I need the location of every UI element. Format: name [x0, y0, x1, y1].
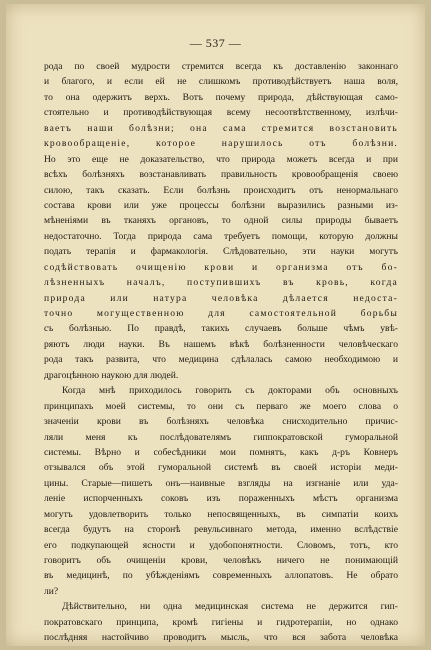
- text-line: рода такъ развита, что медицина сдѣлалась самою необходимою и: [44, 354, 398, 366]
- text-line: отзывался объ этой гуморальной системѣ въ своей исторіи меди-: [44, 462, 398, 474]
- text-line: ли?: [44, 585, 59, 597]
- text-line: его подкупающей ясности и удобопонятности. Словомъ, тотъ, кто: [44, 539, 398, 551]
- text-line: состава крови или уже процессы болѣзни выразились разными из-: [44, 199, 398, 211]
- text-line: всѣхъ болѣзняхъ возстанавливать правильность кровообращенія своею: [44, 169, 398, 181]
- page-number: — 537 —: [189, 36, 242, 50]
- text-line: то она одержитъ верхъ. Вотъ почему природа, дѣйствующая само-: [44, 91, 398, 103]
- text-line: Дѣйствительно, ни одна медицинская система не держится гип-: [62, 601, 398, 613]
- text-line: силою, такъ сказать. Если болѣзнь происходитъ отъ ненормальнаго: [44, 184, 398, 196]
- text-line: леніе испорченныхъ соковъ изъ пораженныхъ мѣстъ организма: [44, 493, 398, 505]
- text-line: ваетъ наши болѣзни; она сама стремится возстановить: [44, 122, 398, 134]
- text-line: и благого, и если ей не слишкомъ противодѣйствуетъ наша воля,: [44, 76, 398, 88]
- text-line: системы. Вѣрно и собесѣдники мои помнятъ, какъ д-ръ Ковнеръ: [44, 446, 398, 458]
- text-line: подать терапія и фармакологія. Слѣдовательно, эти науки могутъ: [44, 246, 398, 258]
- text-line: кровообращеніе, которое нарушилось отъ болѣзни.: [44, 138, 398, 150]
- text-line: ляли меня къ послѣдователямъ гиппократовской гуморальной: [44, 431, 398, 443]
- text-line: рода по своей мудрости стремится всегда къ доставленію законнаго: [44, 61, 398, 72]
- text-line: мѣненіями въ тканяхъ органовъ, то одной силы природы бываетъ: [44, 215, 398, 227]
- text-line: природа или натура человѣка дѣлается недоста-: [44, 292, 398, 304]
- text-line: драгоцѣнною наукою для людей.: [44, 369, 179, 381]
- book-page: [6, 4, 425, 646]
- text-line: въ медицинѣ, по убѣжденіямъ современныхъ аллопатовъ. Не обрато: [44, 570, 398, 582]
- text-line: принципахъ моей системы, то они съ перваго же моего слова о: [44, 400, 398, 412]
- text-line: ряютъ люди науки. Въ нашемъ вѣкѣ болѣзненности человѣческаго: [44, 338, 398, 350]
- text-line: недостаточно. Тогда природа сама требуетъ помощи, которую должны: [44, 230, 398, 242]
- text-line: точно могущественною для самостоятельной борьбы: [44, 308, 398, 319]
- text-line: цины. Старые—пишетъ онъ—наивные взгляды на изгнаніе или уда-: [44, 477, 398, 489]
- text-line: пократовскаго принципа, кромѣ гигіены и гидротерапіи, но однако: [44, 616, 398, 628]
- text-line: значеніи крови въ болѣзняхъ человѣка снисходительно причис-: [44, 416, 398, 428]
- text-line: содѣйствовать очищенію крови и организма отъ бо-: [44, 261, 398, 273]
- text-line: послѣдняя настойчиво проводитъ мысль, что вся забота человѣка: [44, 632, 398, 644]
- text-line: всегда будутъ на сторонѣ ревульсивнаго метода, именно вслѣдствіе: [44, 524, 398, 536]
- text-line: Когда мнѣ приходилось говорить съ докторами объ основныхъ: [62, 385, 398, 397]
- text-line: говоритъ объ очищеніи крови, человѣкъ ничего не понимающій: [44, 555, 398, 566]
- body-text: [44, 59, 398, 646]
- text-line: съ болѣзнью. По правдѣ, такихъ случаевъ больше чѣмъ увѣ-: [44, 323, 398, 335]
- text-line: лѣзненныхъ началъ, поступившихъ въ кровь, когда: [44, 277, 398, 289]
- text-line: стоятельно и противодѣйствующая всему несоотвѣтственному, излѣчи-: [44, 107, 398, 119]
- text-line: Но это еще не доказательство, что природа можетъ всегда и при: [44, 153, 398, 165]
- text-line: могутъ удовлетворить только непосвященныхъ, въ симпатіи коихъ: [44, 508, 398, 520]
